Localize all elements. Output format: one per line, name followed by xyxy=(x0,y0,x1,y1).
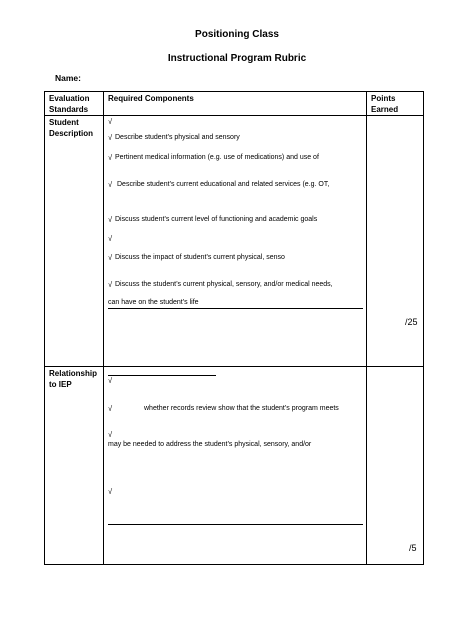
column-divider-2 xyxy=(366,91,367,565)
underline xyxy=(108,308,363,309)
header-divider xyxy=(44,115,424,116)
rubric-table xyxy=(44,91,424,565)
check-mark: √ xyxy=(108,215,113,224)
table-border-top xyxy=(44,91,424,92)
table-border-right xyxy=(423,91,424,565)
table-border-bottom xyxy=(44,564,424,565)
document-subtitle: Instructional Program Rubric xyxy=(167,53,307,64)
check-mark: √ xyxy=(108,180,113,189)
component-item: Pertinent medical information (e.g. use of medications) and use of xyxy=(115,154,319,161)
component-item: Describe student’s physical and sensory xyxy=(115,134,240,141)
check-mark: √ xyxy=(108,404,113,413)
check-mark: √ xyxy=(108,430,113,439)
header-standards: Evaluation Standards xyxy=(49,94,90,114)
criterion-student-description: Student Description xyxy=(49,118,94,138)
table-border-left xyxy=(44,91,45,565)
points-student-description: /25 xyxy=(405,317,418,327)
component-item: Discuss the student’s current physical, sensory, and/or medical needs, xyxy=(115,281,333,288)
component-item: may be needed to address the student’s physical, sensory, and/or xyxy=(108,441,312,448)
component-item: can have on the student’s life xyxy=(108,299,199,306)
row-divider xyxy=(44,366,424,367)
component-item: Discuss student’s current level of functioning and academic goals xyxy=(115,216,318,223)
check-mark: √ xyxy=(108,153,113,162)
component-item: whether records review show that the student’s program meets xyxy=(144,405,339,412)
check-mark: √ xyxy=(108,117,113,126)
underline xyxy=(108,524,363,525)
criterion-relationship-to-iep: Relationship to IEP xyxy=(49,369,98,389)
name-label: Name: xyxy=(55,73,81,83)
component-item: Discuss the impact of student’s current physical, senso xyxy=(115,254,285,261)
check-mark: √ xyxy=(108,376,113,385)
points-relationship-to-iep: /5 xyxy=(409,543,417,553)
component-item: Describe student’s current educational and related services (e.g. OT, xyxy=(117,181,330,188)
check-mark: √ xyxy=(108,234,113,243)
column-divider-1 xyxy=(103,91,104,565)
header-components: Required Components xyxy=(108,94,194,103)
header-points: Points Earned xyxy=(371,94,399,114)
check-mark: √ xyxy=(108,487,113,496)
check-mark: √ xyxy=(108,253,113,262)
check-mark: √ xyxy=(108,280,113,289)
underline xyxy=(108,375,216,376)
check-mark: √ xyxy=(108,133,113,142)
document-title: Positioning Class xyxy=(195,29,279,40)
